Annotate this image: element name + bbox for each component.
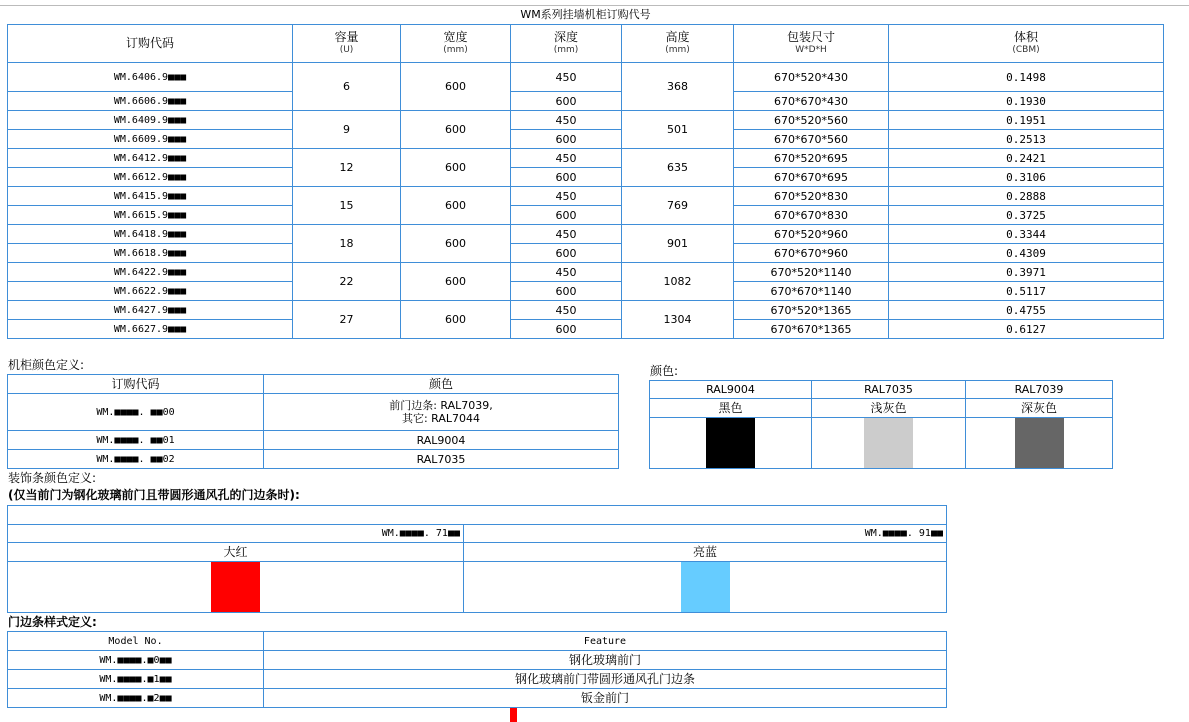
depth-cell: 450: [511, 187, 622, 206]
table-row: [8, 149, 1164, 168]
order-code-cell: WM.6606.9■■■: [8, 92, 293, 111]
color-swatch-table: [649, 380, 1113, 469]
empty-cell: [8, 506, 947, 525]
ral-code: RAL7035: [812, 381, 966, 399]
depth-cell: 600: [511, 320, 622, 339]
order-code-cell: WM.6618.9■■■: [8, 244, 293, 263]
door-style-feature: 钣金前门: [264, 689, 947, 708]
table-row: [8, 244, 1164, 263]
trim-code: WM.■■■■. 91■■: [464, 525, 947, 543]
colors-title: 颜色:: [650, 364, 679, 378]
color-name: 深灰色: [966, 399, 1113, 418]
door-style-title: 门边条样式定义:: [8, 615, 97, 629]
depth-cell: 450: [511, 149, 622, 168]
table-row: [8, 187, 1164, 206]
package-cell: 670*670*1140: [734, 282, 889, 301]
header-width-unit: (mm): [443, 44, 468, 55]
table-row: [8, 394, 619, 431]
blue-swatch: [681, 562, 730, 612]
volume-cell: 0.3106: [889, 168, 1164, 187]
light-gray-swatch: [864, 418, 913, 468]
package-cell: 670*670*695: [734, 168, 889, 187]
volume-cell: 0.1498: [889, 63, 1164, 92]
table-row: [8, 450, 619, 469]
door-style-feature: 钢化玻璃前门: [264, 651, 947, 670]
order-code-cell: WM.6612.9■■■: [8, 168, 293, 187]
trim-color-name: 大红: [8, 543, 464, 562]
swatch-cell: [812, 418, 966, 469]
door-style-table: [7, 631, 947, 708]
trim-swatch-row: [8, 562, 947, 613]
header-width: [401, 25, 511, 63]
red-swatch: [211, 562, 260, 612]
cabinet-color-title: 机柜颜色定义:: [8, 358, 85, 372]
header-volume-unit: (CBM): [1012, 44, 1040, 55]
depth-cell: 600: [511, 206, 622, 225]
door-style-feature: 钢化玻璃前门带圆形通风孔门边条: [264, 670, 947, 689]
depth-cell: 450: [511, 111, 622, 130]
table-row: [8, 168, 1164, 187]
header-height-label: 高度: [665, 29, 690, 44]
order-code-cell: WM.6615.9■■■: [8, 206, 293, 225]
height-cell: 1082: [622, 263, 734, 301]
height-cell: 769: [622, 187, 734, 225]
header-capacity-label: 容量: [334, 29, 359, 44]
depth-cell: 600: [511, 168, 622, 187]
header-height: [622, 25, 734, 63]
package-cell: 670*670*960: [734, 244, 889, 263]
depth-cell: 450: [511, 301, 622, 320]
package-cell: 670*520*960: [734, 225, 889, 244]
door-style-header-row: [8, 632, 947, 651]
ral-code: RAL7039: [966, 381, 1113, 399]
volume-cell: 0.4309: [889, 244, 1164, 263]
door-style-header-feature: Feature: [264, 632, 947, 651]
table-row: [8, 320, 1164, 339]
swatch-cell: [966, 418, 1113, 469]
color-name-row: [650, 399, 1113, 418]
header-height-unit: (mm): [665, 44, 690, 55]
table-row: [8, 130, 1164, 149]
package-cell: 670*520*695: [734, 149, 889, 168]
dark-gray-swatch: [1015, 418, 1064, 468]
volume-cell: 0.4755: [889, 301, 1164, 320]
table-row: [8, 206, 1164, 225]
capacity-cell: 6: [293, 63, 401, 111]
volume-cell: 0.1951: [889, 111, 1164, 130]
volume-cell: 0.3725: [889, 206, 1164, 225]
width-cell: 600: [401, 187, 511, 225]
order-code-cell: WM.6412.9■■■: [8, 149, 293, 168]
door-style-header-model: Model No.: [8, 632, 264, 651]
table-row: [8, 301, 1164, 320]
cabinet-color-value: RAL9004: [264, 431, 619, 450]
red-marker: [510, 708, 517, 722]
height-cell: 501: [622, 111, 734, 149]
width-cell: 600: [401, 263, 511, 301]
width-cell: 600: [401, 301, 511, 339]
height-cell: 901: [622, 225, 734, 263]
order-code-cell: WM.6415.9■■■: [8, 187, 293, 206]
depth-cell: 450: [511, 263, 622, 282]
top-cutoff-line: [0, 0, 1189, 6]
main-table-title: WM系列挂墙机柜订购代号: [520, 8, 651, 21]
order-code-cell: WM.6427.9■■■: [8, 301, 293, 320]
package-cell: 670*670*830: [734, 206, 889, 225]
trim-color-table: [7, 505, 947, 613]
width-cell: 600: [401, 225, 511, 263]
volume-cell: 0.6127: [889, 320, 1164, 339]
width-cell: 600: [401, 111, 511, 149]
volume-cell: 0.3971: [889, 263, 1164, 282]
depth-cell: 600: [511, 130, 622, 149]
table-row: [8, 282, 1164, 301]
header-volume-label: 体积: [1013, 29, 1038, 44]
depth-cell: 600: [511, 92, 622, 111]
capacity-cell: 15: [293, 187, 401, 225]
order-code-cell: WM.6627.9■■■: [8, 320, 293, 339]
ral-row: [650, 381, 1113, 399]
cabinet-color-code: WM.■■■■. ■■01: [8, 431, 264, 450]
order-code-cell: WM.6622.9■■■: [8, 282, 293, 301]
table-row: [8, 92, 1164, 111]
volume-cell: 0.1930: [889, 92, 1164, 111]
table-row: [8, 225, 1164, 244]
cabinet-color-value: RAL7035: [264, 450, 619, 469]
trim-empty-row: [8, 506, 947, 525]
table-row: [8, 431, 619, 450]
cabinet-color-code: WM.■■■■. ■■02: [8, 450, 264, 469]
cabinet-color-header-color: 颜色: [264, 375, 619, 394]
cabinet-color-value: [264, 394, 619, 431]
table-header-row: [8, 25, 1164, 63]
cabinet-color-header-row: [8, 375, 619, 394]
trim-code: WM.■■■■. 71■■: [8, 525, 464, 543]
door-style-model: WM.■■■■.■0■■: [8, 651, 264, 670]
header-depth-label: 深度: [553, 29, 578, 44]
trim-code-row: [8, 525, 947, 543]
volume-cell: 0.2421: [889, 149, 1164, 168]
capacity-cell: 18: [293, 225, 401, 263]
table-row: [8, 670, 947, 689]
header-depth: [511, 25, 622, 63]
volume-cell: 0.3344: [889, 225, 1164, 244]
package-cell: 670*520*1140: [734, 263, 889, 282]
color-name: 黑色: [650, 399, 812, 418]
order-code-cell: WM.6409.9■■■: [8, 111, 293, 130]
cabinet-color-table: [7, 374, 619, 469]
black-swatch: [706, 418, 755, 468]
cabinet-color-line2: 其它: RAL7044: [401, 412, 481, 425]
trim-color-subtitle: (仅当前门为钢化玻璃前门且带圆形通风孔的门边条时):: [8, 488, 300, 502]
table-row: [8, 63, 1164, 92]
trim-name-row: [8, 543, 947, 562]
swatch-cell: [8, 562, 464, 613]
order-code-cell: WM.6422.9■■■: [8, 263, 293, 282]
height-cell: 635: [622, 149, 734, 187]
capacity-cell: 9: [293, 111, 401, 149]
width-cell: 600: [401, 149, 511, 187]
cabinet-color-header-code: 订购代码: [8, 375, 264, 394]
depth-cell: 600: [511, 282, 622, 301]
header-package-unit: W*D*H: [795, 44, 827, 55]
order-code-table: [7, 24, 1164, 339]
order-code-cell: WM.6609.9■■■: [8, 130, 293, 149]
trim-color-title: 装饰条颜色定义:: [8, 471, 97, 485]
volume-cell: 0.5117: [889, 282, 1164, 301]
header-package-label: 包装尺寸: [786, 29, 835, 44]
cabinet-color-code: WM.■■■■. ■■00: [8, 394, 264, 431]
order-code-cell: WM.6406.9■■■: [8, 63, 293, 92]
header-width-label: 宽度: [443, 29, 468, 44]
table-row: [8, 651, 947, 670]
capacity-cell: 22: [293, 263, 401, 301]
height-cell: 368: [622, 63, 734, 111]
package-cell: 670*520*1365: [734, 301, 889, 320]
order-code-cell: WM.6418.9■■■: [8, 225, 293, 244]
width-cell: 600: [401, 63, 511, 111]
depth-cell: 450: [511, 225, 622, 244]
trim-color-name: 亮蓝: [464, 543, 947, 562]
header-capacity: [293, 25, 401, 63]
package-cell: 670*520*430: [734, 63, 889, 92]
capacity-cell: 12: [293, 149, 401, 187]
package-cell: 670*520*830: [734, 187, 889, 206]
swatch-row: [650, 418, 1113, 469]
depth-cell: 600: [511, 244, 622, 263]
table-row: [8, 689, 947, 708]
cabinet-color-line1: 前门边条: RAL7039,: [389, 399, 493, 412]
header-depth-unit: (mm): [553, 44, 579, 55]
header-capacity-unit: (U): [339, 44, 354, 55]
table-row: [8, 111, 1164, 130]
depth-cell: 450: [511, 63, 622, 92]
package-cell: 670*670*430: [734, 92, 889, 111]
volume-cell: 0.2513: [889, 130, 1164, 149]
package-cell: 670*520*560: [734, 111, 889, 130]
ral-code: RAL9004: [650, 381, 812, 399]
volume-cell: 0.2888: [889, 187, 1164, 206]
package-cell: 670*670*560: [734, 130, 889, 149]
height-cell: 1304: [622, 301, 734, 339]
capacity-cell: 27: [293, 301, 401, 339]
color-name: 浅灰色: [812, 399, 966, 418]
table-row: [8, 263, 1164, 282]
swatch-cell: [650, 418, 812, 469]
header-package: [734, 25, 889, 63]
swatch-cell: [464, 562, 947, 613]
door-style-model: WM.■■■■.■1■■: [8, 670, 264, 689]
header-code: 订购代码: [8, 25, 293, 63]
door-style-model: WM.■■■■.■2■■: [8, 689, 264, 708]
package-cell: 670*670*1365: [734, 320, 889, 339]
header-volume: [889, 25, 1164, 63]
